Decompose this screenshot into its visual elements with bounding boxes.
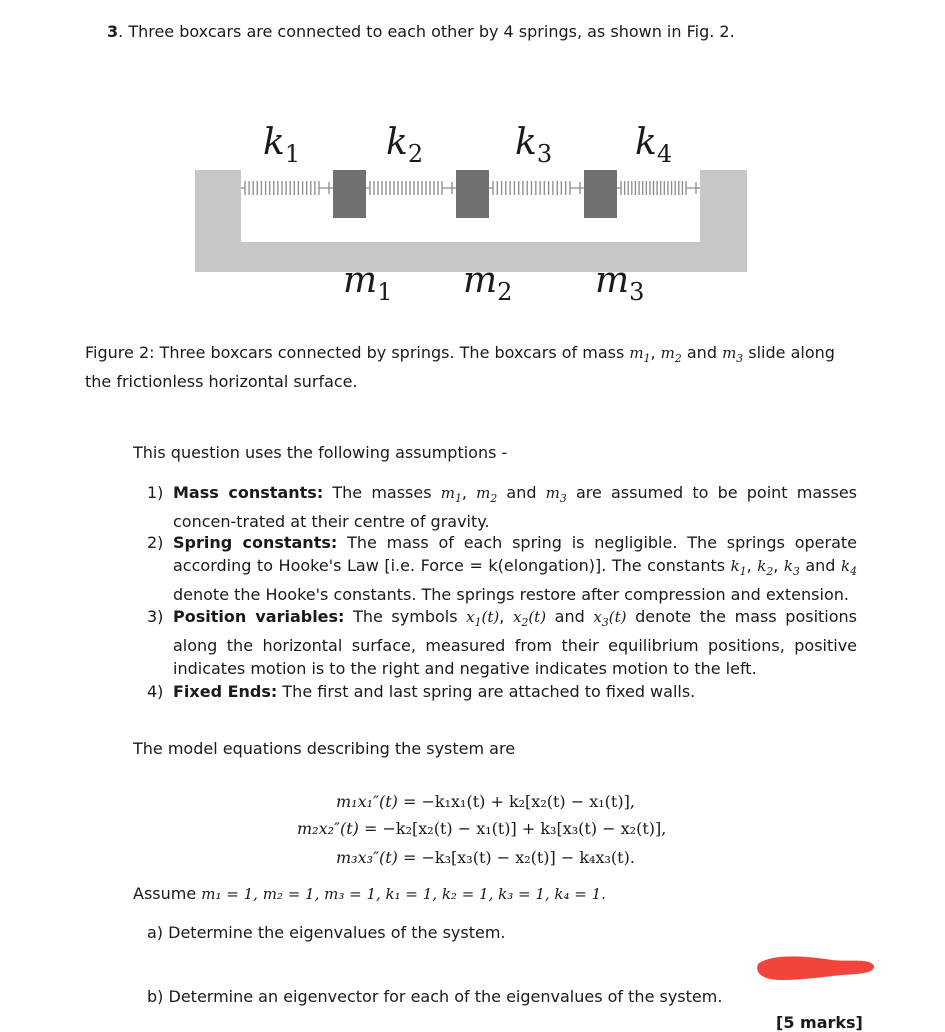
caption-part-3: slide along the frictionless horizontal surface. — [85, 343, 835, 391]
item-text: and — [799, 556, 842, 575]
sym-m1: $m_1$ — [440, 484, 462, 505]
k1-text: $k_1$ — [263, 122, 301, 169]
sym-m2: $m_2$ — [476, 484, 498, 505]
assumptions-intro: This question uses the following assumptions - — [133, 443, 508, 462]
boxcar-1 — [333, 170, 366, 218]
item-number: 2) — [147, 533, 164, 552]
sym-x3t: $x_3(t)$ — [593, 608, 627, 629]
equation-3-rhs: = −k₃[x₃(t) − x₂(t)] − k₄x₃(t). — [397, 848, 635, 867]
item-text: and — [497, 483, 546, 502]
assume-values: m₁ = 1, m₂ = 1, m₃ = 1, k₁ = 1, k₂ = 1, k₃ = 1, k₄ = 1. — [201, 885, 606, 903]
m1-text: $m_1$ — [343, 260, 393, 307]
spring-2 — [366, 181, 456, 195]
k4-text: $k_4$ — [635, 122, 673, 169]
boxcar-spring-figure — [195, 122, 747, 307]
assume-line — [133, 884, 606, 903]
equation-1-rhs: = −k₁x₁(t) + k₂[x₂(t) − x₁(t)], — [397, 792, 635, 811]
boxcar-3 — [584, 170, 617, 218]
spring-label-k1 — [263, 122, 300, 168]
item-text: The mass of each spring is negligible. The springs operate according to Hooke's Law [i.e. Force = k(elongation)]. The constants — [173, 533, 858, 575]
assumption-item-1: 1) Mass constants: The masses $m_1$, $m_2$ and $m_3$ are assumed to be point masses concen-trated at their centre of gravity. — [147, 483, 857, 531]
sym-x1t: $x_1(t)$ — [466, 608, 500, 629]
k2-text: $k_2$ — [386, 122, 424, 169]
assume-label: Assume — [133, 884, 202, 903]
part-b-label: b) — [147, 987, 164, 1006]
item-number: 1) — [147, 483, 164, 502]
sym-k2: $k_2$ — [757, 557, 774, 578]
item-text: denote the mass positions along the horizontal surface, measured from their equilibrium positions, positive indicates motion is to the right and negative indicates motion to the left. — [173, 607, 858, 678]
item-text: The symbols — [344, 607, 467, 626]
item-title: Position variables: — [173, 607, 345, 626]
spring-label-k3 — [515, 122, 552, 168]
item-number: 4) — [147, 682, 164, 701]
item-text: and — [546, 607, 594, 626]
spring-label-k4 — [635, 122, 672, 168]
part-b-text: Determine an eigenvector for each of the eigenvalues of the system. — [168, 987, 723, 1006]
equation-3-lhs: m₃x₃″(t) — [336, 848, 398, 867]
question-header — [107, 22, 735, 41]
spring-label-k2 — [386, 122, 423, 168]
part-a-label: a) — [147, 923, 164, 942]
item-text: The masses — [323, 483, 441, 502]
question-text: . Three boxcars are connected to each other by 4 springs, as shown in Fig. 2. — [118, 22, 735, 41]
sym-m1: $m_1$ — [629, 344, 651, 365]
equation-3 — [336, 848, 635, 867]
item-text: are assumed to be point masses concen-trated at their centre of gravity. — [173, 483, 857, 531]
equation-2 — [297, 819, 666, 838]
equation-1 — [336, 792, 635, 811]
item-title: Fixed Ends: — [173, 682, 278, 701]
marks-label: [5 marks] — [776, 1013, 863, 1032]
equation-2-lhs: m₂x₂″(t) — [297, 819, 359, 838]
assumption-item-2: 2) Spring constants: The mass of each spring is negligible. The springs operate according to Hooke's Law [i.e. Force = k(elongation)]. The constants $k_1$, $k_2$, $k_3$ and $k_4$ denote the Hooke's constants. The springs restore after compression and extension. — [147, 533, 858, 604]
item-text: The first and last spring are attached to fixed walls. — [277, 682, 696, 701]
equation-2-rhs: = −k₂[x₂(t) − x₁(t)] + k₃[x₃(t) − x₂(t)], — [358, 819, 667, 838]
spring-1 — [241, 181, 333, 195]
spring-4 — [617, 181, 700, 195]
equation-1-lhs: m₁x₁″(t) — [336, 792, 398, 811]
part-a-text: Determine the eigenvalues of the system. — [168, 923, 506, 942]
mass-label-m1 — [343, 260, 392, 306]
boxcar-2 — [456, 170, 489, 218]
sym-k1: $k_1$ — [730, 557, 747, 578]
spring-3 — [489, 181, 584, 195]
mass-label-m3 — [595, 260, 644, 306]
caption-part-2: and — [681, 343, 723, 362]
m3-text: $m_3$ — [595, 260, 645, 307]
mass-label-m2 — [463, 260, 512, 306]
item-number: 3) — [147, 607, 164, 626]
sym-k4: $k_4$ — [841, 557, 857, 578]
sym-m3: $m_3$ — [545, 484, 567, 505]
assumption-item-3: 3) Position variables: The symbols $x_1(t)$, $x_2(t)$ and $x_3(t)$ denote the mass positions along the horizontal surface, measured from their equilibrium positions, positive indicates motion is to the right and negative indicates motion to the left. — [147, 607, 858, 678]
question-number: 3 — [107, 22, 119, 41]
item-text: denote the Hooke's constants. The springs restore after compression and extension. — [173, 585, 849, 604]
redaction-mark — [752, 949, 876, 983]
assumption-item-4 — [147, 680, 857, 703]
k3-text: $k_3$ — [515, 122, 553, 169]
part-a — [147, 923, 506, 942]
caption-part-1: Figure 2: Three boxcars connected by springs. The boxcars of mass — [85, 343, 630, 362]
sym-m2: $m_2$ — [660, 344, 682, 365]
sym-x2t: $x_2(t)$ — [512, 608, 547, 629]
sym-k3: $k_3$ — [783, 557, 800, 578]
figure-caption: Figure 2: Three boxcars connected by springs. The boxcars of mass $m_1$, $m_2$ and $m_3$ slide along the frictionless horizontal surface. — [85, 343, 835, 391]
part-b — [147, 987, 722, 1006]
model-intro: The model equations describing the system are — [133, 739, 516, 758]
m2-text: $m_2$ — [463, 260, 513, 307]
sym-m3: $m_3$ — [722, 344, 744, 365]
item-title: Mass constants: — [173, 483, 324, 502]
item-title: Spring constants: — [173, 533, 338, 552]
